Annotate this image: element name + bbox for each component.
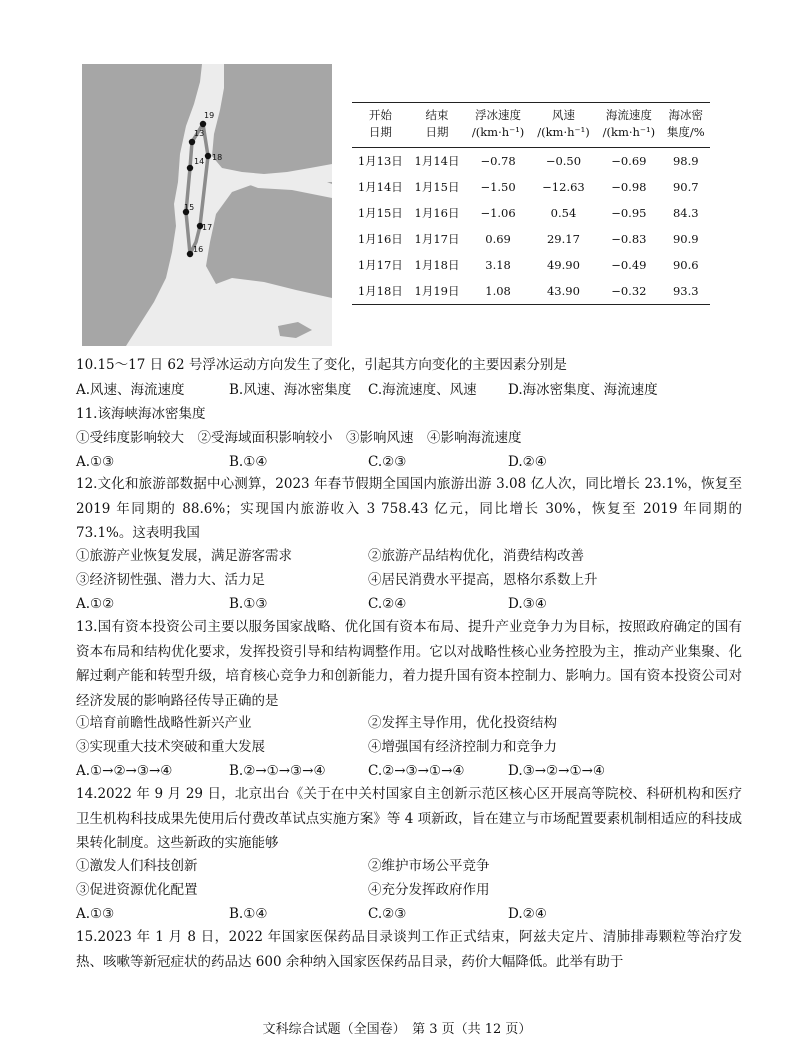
q12-item-3: ③经济韧性强、潜力大、活力足 [76,572,265,588]
q12-item-2: ②旅游产品结构优化，消费结构改善 [368,548,584,564]
cell: 1月14日 [414,154,460,168]
q14-option-a: A.①③ [76,906,115,922]
cell: 1月16日 [414,206,460,220]
table-row [352,200,710,226]
cell: 1月17日 [357,258,403,272]
q13-option-a: A.①→②→③→④ [76,763,173,779]
cell: −1.50 [480,180,516,194]
label-13: 13 [194,129,205,138]
q13-item-2: ②发挥主导作用，优化投资结构 [368,715,557,731]
cell: 1.08 [465,278,530,305]
q13-option-b: B.②→①→③→④ [229,763,326,779]
cell: −0.50 [545,154,582,168]
table-header-row [352,103,710,148]
header-end-date: 结束 日期 [409,103,466,148]
cell: −1.06 [480,206,516,220]
q11-option-b: B.①④ [229,454,268,470]
q12-option-d: D.③④ [508,596,547,612]
track-point-14 [187,165,193,171]
cell: −0.95 [611,206,647,220]
track-point-18 [205,153,211,159]
cell: 1月17日 [414,232,460,246]
header-current-speed: 海流速度 /(km·h⁻¹) [596,103,661,148]
cell: 84.3 [672,206,699,220]
header-start-date: 开始 日期 [352,103,409,148]
label-16: 16 [193,245,204,254]
q13-option-d: D.③→②→①→④ [508,763,605,779]
cell: 90.6 [672,258,699,272]
cell: 1月13日 [357,154,403,168]
cell: −12.63 [542,180,585,194]
cell: 90.7 [672,180,699,194]
q12-option-b: B.①③ [229,596,268,612]
q14-item-2: ②维护市场公平竞争 [368,858,490,874]
cell: 1月14日 [357,180,403,194]
cell: −0.32 [596,278,661,305]
cell: 1月18日 [414,258,460,272]
q14-item-4: ④充分发挥政府作用 [368,882,490,898]
table-row [352,174,710,200]
header-ice-concentration: 海冰密 集度/% [662,103,710,148]
q10-stem: 10.15～17 日 62 号浮冰运动方向发生了变化，引起其方向变化的主要因素分别是 [76,357,567,373]
header-wind-speed: 风速 /(km·h⁻¹) [531,103,596,148]
east-land-upper [212,64,332,174]
cell: 1月15日 [357,206,403,220]
q11-option-c: C.②③ [368,454,407,470]
q13-item-4: ④增强国有经济控制力和竞争力 [368,739,557,755]
ice-drift-table [352,102,710,305]
q10-option-d: D.海冰密集度、海流速度 [508,382,658,398]
q12-item-1: ①旅游产业恢复发展，满足游客需求 [76,548,292,564]
label-19: 19 [204,111,215,120]
track-point-19 [200,121,206,127]
cell: −0.98 [611,180,647,194]
header-ice-speed: 浮冰速度 /(km·h⁻¹) [465,103,530,148]
cell: 93.3 [662,278,710,305]
q11-option-a: A.①③ [76,454,115,470]
strait-map [82,64,332,346]
q12-option-c: C.②④ [368,596,407,612]
cell: 1月19日 [409,278,466,305]
q14-option-b: B.①④ [229,906,268,922]
cell: −0.83 [611,232,647,246]
q14-option-d: D.②④ [508,906,547,922]
cell: 43.90 [531,278,596,305]
q13-item-1: ①培育前瞻性战略性新兴产业 [76,715,252,731]
track-point-13 [189,139,195,145]
cell: 0.54 [550,206,577,220]
q11-stem: 11.该海峡海冰密集度 [76,406,206,422]
label-18: 18 [212,153,223,162]
q14-option-c: C.②③ [368,906,407,922]
page-footer: 文科综合试题（全国卷） 第 3 页（共 12 页） [262,1022,532,1037]
label-15: 15 [184,203,195,212]
cell: −0.78 [480,154,516,168]
table-row [352,252,710,278]
cell: 1月16日 [357,232,403,246]
q12-item-4: ④居民消费水平提高，恩格尔系数上升 [368,572,598,588]
q12-stem: 12.文化和旅游部数据中心测算，2023 年春节假期全国国内旅游出游 3.08 亿人次，同比增长 23.1%，恢复至 2019 年同期的 88.6%；实现国内旅游收入 3 758.43 亿元，同比增长 30%，恢复至 2019 年同期的 73.1%。这表明我国 [76,476,742,541]
cell: 0.69 [485,232,511,246]
q10-option-a: A.风速、海流速度 [76,382,185,398]
cell: 90.9 [672,232,699,246]
table-row [352,278,710,305]
q15-stem: 15.2023 年 1 月 8 日，2022 年国家医保药品目录谈判工作正式结束，阿兹夫定片、清肺排毒颗粒等治疗发热、咳嗽等新冠症状的药品达 600 余种纳入国家医保药品目录，药价大幅降低。此举有助于 [76,929,742,970]
q13-item-3: ③实现重大技术突破和重大发展 [76,739,265,755]
cell: 49.90 [546,258,580,272]
cell: 3.18 [485,258,511,272]
q13-stem: 13.国有资本投资公司主要以服务国家战略、优化国有资本布局、提升产业竞争力为目标，按照政府确定的国有资本布局和结构优化要求，发挥投资引导和结构调整作用。它以对战略性核心业务控股为主，推动产业集聚、化解过剩产能和转型升级，培育核心竞争力和创新能力，着力提升国有资本控制力、影响力。国有资本投资公司对经济发展的影响路径传导正确的是 [76,619,742,709]
q13-option-c: C.②→③→①→④ [368,763,465,779]
q14-item-3: ③促进资源优化配置 [76,882,198,898]
cell: 98.9 [672,154,699,168]
cell: 1月18日 [352,278,409,305]
cell: 1月15日 [414,180,460,194]
q10-option-c: C.海流速度、风速 [368,382,477,398]
q12-option-a: A.①② [76,596,115,612]
q14-stem: 14.2022 年 9 月 29 日，北京出台《关于在中关村国家自主创新示范区核心区开展高等院校、科研机构和医疗卫生机构科技成果先使用后付费改革试点实施方案》等 4 项新政，旨在建立与市场配置要素机制相适应的科技成果转化制度。这些新政的实施能够 [76,786,742,851]
label-14: 14 [194,157,205,166]
table-row [352,226,710,252]
q10-option-b: B.风速、海冰密集度 [229,382,352,398]
q11-items: ①受纬度影响较大 ②受海域面积影响较小 ③影响风速 ④影响海流速度 [76,430,522,446]
q14-item-1: ①激发人们科技创新 [76,858,198,874]
cell: −0.69 [611,154,647,168]
cell: 29.17 [546,232,580,246]
table-row [352,148,710,175]
label-17: 17 [202,223,213,232]
cell: −0.49 [611,258,647,272]
q11-option-d: D.②④ [508,454,547,470]
